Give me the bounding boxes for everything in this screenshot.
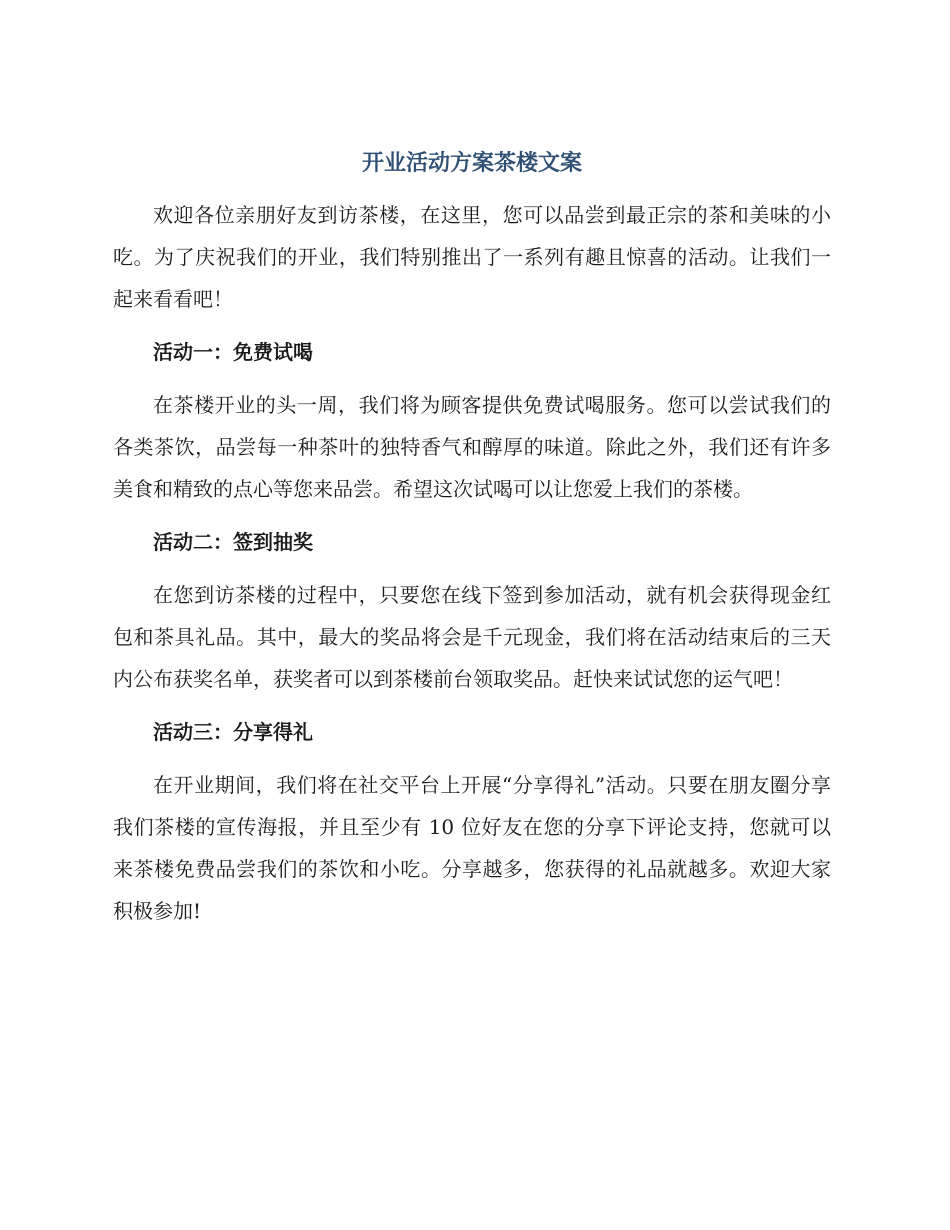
document-body	[113, 144, 831, 932]
document-title: 开业活动方案茶楼文案	[361, 151, 582, 176]
section-heading-3: 活动三：分享得礼	[153, 720, 313, 744]
section-body-2: 在您到访茶楼的过程中，只要您在线下签到参加活动，就有机会获得现金红包和茶具礼品。其中，最大的奖品将会是千元现金，我们将在活动结束后的三天内公布获奖名单，获奖者可以到茶楼前台领取奖品。赶快来试试您的运气吧！	[113, 583, 831, 691]
section-body-3: 在开业期间，我们将在社交平台上开展“分享得礼”活动。只要在朋友圈分享我们茶楼的宣传海报，并且至少有 10 位好友在您的分享下评论支持，您就可以来茶楼免费品尝我们的茶饮和小吃。分享越多，您获得的礼品就越多。欢迎大家积极参加!	[113, 773, 831, 923]
section-heading-2: 活动二：签到抽奖	[153, 530, 313, 554]
section-heading-1: 活动一：免费试喝	[153, 340, 313, 364]
section-body-1: 在茶楼开业的头一周，我们将为顾客提供免费试喝服务。您可以尝试我们的各类茶饮，品尝每一种茶叶的独特香气和醇厚的味道。除此之外，我们还有许多美食和精致的点心等您来品尝。希望这次试喝可以让您爱上我们的茶楼。	[113, 393, 831, 501]
intro-paragraph: 欢迎各位亲朋好友到访茶楼，在这里，您可以品尝到最正宗的茶和美味的小吃。为了庆祝我们的开业，我们特别推出了一系列有趣且惊喜的活动。让我们一起来看看吧！	[113, 203, 831, 311]
